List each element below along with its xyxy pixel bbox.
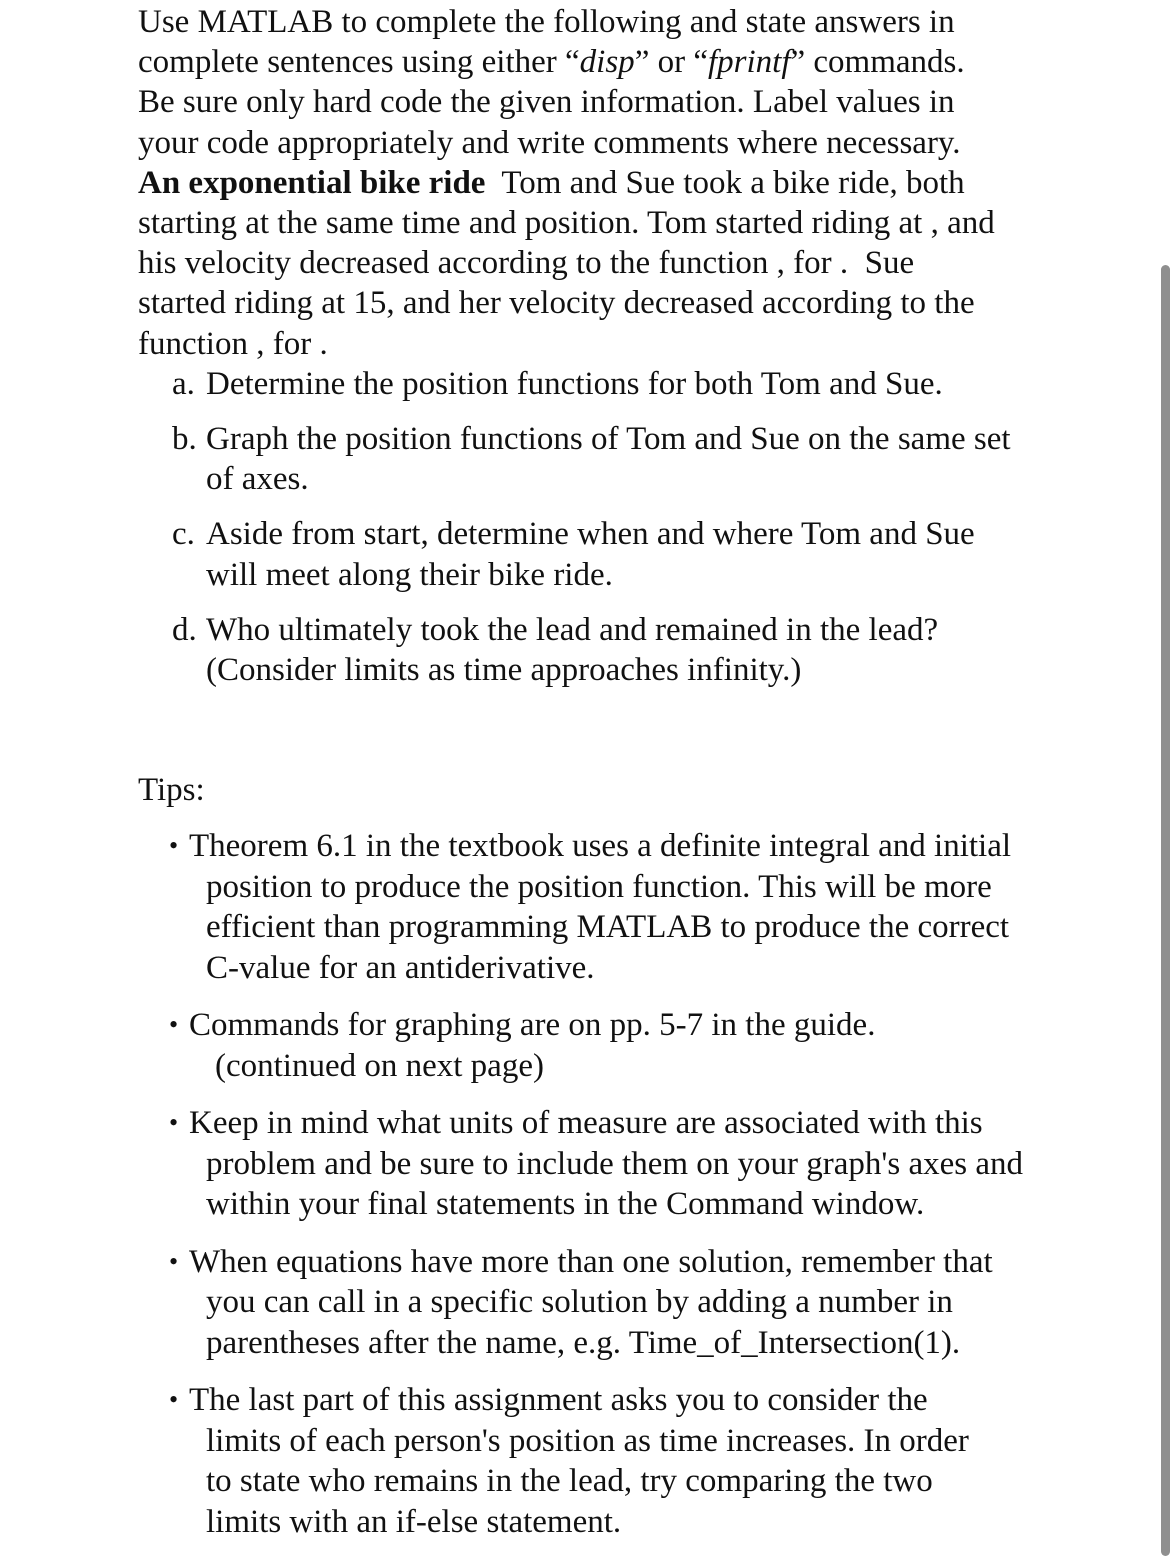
tip-text: Theorem 6.1 in the textbook uses a definite integral and initial position to produce the position function. This will be more efficient than programming MATLAB to produce the correct C-value for an antiderivative. [189, 828, 1012, 986]
problem-line-1: An exponential bike ride Tom and Sue took a bike ride, both [138, 164, 965, 201]
tip-text: The last part of this assignment asks you to consider the limits of each person's position as time increases. In order to state who remains in the lead, try comparing the two limits with an if-else statement. [189, 1382, 969, 1540]
disp-command: disp [579, 44, 635, 81]
part-text: Who ultimately took the lead and remained in the lead? (Consider limits as time approaches infinity.) [206, 611, 939, 689]
tip-item [138, 1242, 1038, 1364]
part-text: Aside from start, determine when and where Tom and Sue will meet along their bike ride. [206, 516, 975, 593]
part-d [138, 610, 1038, 690]
problem-line-5: function , for . [138, 325, 328, 362]
tip-item [138, 1103, 1038, 1225]
problem-line-3: his velocity decreased according to the function , for . Sue [138, 245, 915, 282]
part-marker: a. [172, 365, 195, 402]
tip-item [138, 826, 1038, 988]
problem-heading: An exponential bike ride [138, 164, 486, 201]
question-parts [138, 364, 1038, 690]
tip-text: When equations have more than one solution, remember that you can call in a specific solution by adding a number in parentheses after the name, e.g. Time_of_Intersection(1). [189, 1243, 993, 1361]
part-text: Graph the position functions of Tom and Sue on the same set of axes. [206, 421, 1011, 498]
intro-line-3: Be sure only hard code the given information. Label values in [138, 84, 955, 121]
tip-item [138, 1005, 1038, 1086]
bullet-icon: • [169, 1108, 179, 1138]
tips-list [138, 826, 1038, 1542]
problem-line-2: starting at the same time and position. Tom started riding at , and [138, 205, 995, 242]
bullet-icon: • [169, 831, 179, 861]
part-marker: b. [172, 421, 197, 458]
part-marker: c. [172, 516, 195, 553]
vertical-scrollbar[interactable] [1161, 265, 1170, 1556]
intro-line-1: Use MATLAB to complete the following and state answers in [138, 4, 955, 40]
part-b [138, 419, 1038, 499]
assignment-instructions [138, 0, 1038, 364]
tip-item [138, 1380, 1038, 1542]
tip-continuation: (continued on next page) [215, 1047, 544, 1084]
part-text: Determine the position functions for both Tom and Sue. [206, 365, 943, 402]
intro-line-2: complete sentences using either “disp” or “fprintf” commands. [138, 44, 965, 81]
bullet-icon: • [169, 1385, 179, 1415]
tip-text: Keep in mind what units of measure are associated with this problem and be sure to include them on your graph's axes and within your final statements in the Command window. [189, 1105, 1023, 1223]
intro-line-4: your code appropriately and write comments where necessary. [138, 124, 961, 161]
part-a [138, 364, 1038, 404]
tips-heading: Tips: [138, 772, 205, 809]
part-marker: d. [172, 611, 197, 648]
part-c [138, 514, 1038, 594]
bullet-icon: • [169, 1010, 179, 1040]
fprintf-command: fprintf [707, 44, 791, 81]
tip-text: Commands for graphing are on pp. 5-7 in the guide. [189, 1007, 876, 1044]
problem-line-4: started riding at 15, and her velocity decreased according to the [138, 285, 975, 322]
document-page [138, 0, 1038, 1559]
bullet-icon: • [169, 1246, 179, 1276]
